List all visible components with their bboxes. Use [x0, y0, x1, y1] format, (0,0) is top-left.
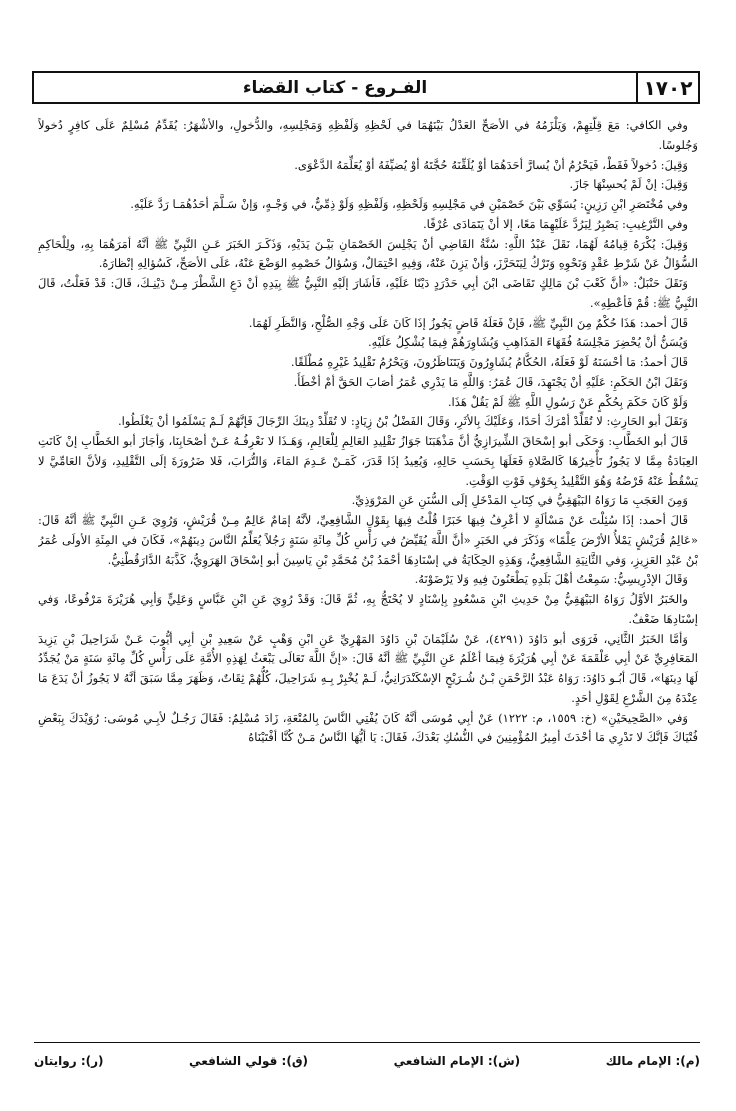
paragraph: وَقِيلَ: إنْ لَمْ يُحسِنْهَا جَازَ.: [569, 177, 688, 192]
paragraph: وفي الكافي: مَعَ قِلَّتِهِمْ، وَيَلْزَمُهُ في الأصَحِّ العَدْلُ بَيْنَهُمَا في لَحْظِهِ وَلَفْظِهِ وَمَجْلِسِهِ، والدُّخولِ، والأشْهَرُ: يُقَدِّمُ مُسْلِمٌ عَلَى كافِرٍ دُخولاً وَجُلوسًا.: [38, 118, 698, 152]
page-number: ١٧٠٢: [636, 73, 698, 102]
running-title: الفـروع - كتاب القضاء: [242, 77, 428, 98]
paragraph: قَالَ أبو الخَطَّابِ: وَحَكَى أبو إسْحَاقَ الشِّيرَازِيُّ أنَّ مَذْهَبَنَا جَوَازُ تَقْلِيدِ العَالِمِ لِلْعَالِمِ، وَهَـذَا لا نَعْرِفُـهُ عَـنْ أصْحَابِنَا، وَأجَازَ أبو الخَطَّابِ إنْ كَانَتِ العِبَادَةُ مِمَّا لا يَجُوزُ تَأْخِيرُهَا كَالصَّلاةِ فَعَلَهَا بِحَسَبِ حَالِهِ، وَيُعِيدُ إذَا قَدَرَ، كَمَـنْ عَـدِمَ المَاءَ، وَالتُّرَابَ، فَلا ضَرُورَةَ إلَى التَّقْلِيدِ، وَلأنَّ العَامِّيَّ لا يَسْقُطُ عَنْهُ فَرْضُهُ وَهُوَ التَّقْلِيدُ بِخَوْفِ فَوْتِ الوَقْتِ.: [38, 434, 698, 488]
paragraph: وَمِنَ العَجَبِ مَا رَوَاهُ البَيْهَقِيُّ في كِتَابِ المَدْخَلِ إلَى السُّنَنِ عَنِ المَرْوَذِيِّ.: [351, 493, 688, 508]
paragraph: وَنَقَلَ أبو الحَارِثِ: لا تُقَلِّدْ أمْرَكَ أحَدًا، وَعَلَيْكَ بِالأثَرِ، وَقَالَ الفَضْلُ بْنُ زِيَادٍ: لا تُقَلِّدْ دِينَكَ الرِّجَالَ فَإنَّهُمْ لَـمْ يَسْلَمُوا أنْ يَغْلَطُوا.: [117, 414, 688, 429]
paragraph: وَنَقَلَ حَنْبَلٌ: «أنَّ كَعْبَ بْنَ مَالِكٍ تَقَاضَى ابْنَ أبِي حَدْرَدٍ دَيْنًا عَلَيْهِ، فَأشَارَ إلَيْهِ النَّبِيُّ ﷺ بِيَدِهِ أنْ دَعِ الشَّطْرَ مِـنْ دَيْنِـكَ، قَالَ: قَدْ فَعَلْتُ، قَالَ النَّبِيُّ ﷺ: قُمْ فَأعْطِهِ».: [38, 276, 698, 310]
paragraph: قَالَ أحمد: إذَا سُئِلْتَ عَنْ مَسْألَةٍ لا أعْرِفُ فِيهَا خَبَرًا قُلْتُ فِيهَا بِقَوْلِ الشَّافِعِيِّ، لأنَّهُ إمَامٌ عَالِمٌ مِـنْ قُرَيْشٍ، وَرُوِيَ عَـنِ النَّبِيِّ ﷺ أنَّهُ قَالَ: «عَالِمُ قُرَيْشٍ يَمْلأُ الأرْضَ عِلْمًا» وَذَكَرَ في الخَبَرِ «أنَّ اللَّهَ يُقَيِّضُ في رَأْسِ كُلِّ مِائَةِ سَنَةٍ رَجُلاً يُعَلِّمُ النَّاسَ دِينَهُمْ»، فَكَانَ في المِئَةِ الأولَى عُمَرُ بْنُ عَبْدِ العَزِيزِ، وَفي الثَّانِيَةِ الشَّافِعِيُّ، وَهَذِهِ الحِكَايَةُ في إسْنَادِهَا أحْمَدُ بْنُ مُحَمَّدِ بْنِ يَاسِينَ أبو إسْحَاقَ الهَرَوِيُّ، كَذَّبَهُ الدَّارَقُطْنِيُّ.: [38, 513, 698, 567]
paragraph: وَقَالَ الإدْرِيسِيُّ: سَمِعْتُ أهْلَ بَلَدِهِ يَطْعَنُونَ فِيهِ وَلا يَرْضَوْنَهُ.: [414, 572, 688, 587]
paragraph: والخَبَرُ الأوَّلُ رَوَاهُ البَيْهَقِيُّ مِنْ حَدِيثِ ابْنِ مَسْعُودٍ بِإسْنَادٍ لا يُحْتَجُّ بِهِ، ثُمَّ قَالَ: وَقَدْ رُوِيَ عَنِ ابْنِ عَبَّاسٍ وَعَلِيٍّ وَأبِي هُرَيْرَةَ مَرْفُوعًا، وَفي إسْنَادِهَا ضَعْفٌ.: [38, 592, 698, 626]
paragraph: وَأمَّا الخَبَرُ الثَّانِي، فَرَوَى أبو دَاوُدَ (٤٢٩١)، عَنْ سُلَيْمَانَ بْنِ دَاوُدَ المَهْرِيِّ عَنِ ابْنِ وَهْبٍ عَنْ سَعِيدِ بْنِ أبِي أيُّوبَ عَـنْ شَرَاحِيلَ بْنِ يَزِيدَ المَعَافِرِيِّ عَنْ أبِي عَلْقَمَةَ عَنْ أبِي هُرَيْرَةَ فِيمَا أعْلَمُ عَنِ النَّبِيِّ ﷺ أنَّهُ قَالَ: «إنَّ اللَّهَ تَعَالَى يَبْعَثُ لِهَذِهِ الأُمَّةِ عَلَى رَأْسِ كُلِّ مِائَةِ سَنَةٍ مَنْ يُجَدِّدُ لَهَا دِينَهَا»، قَالَ أبُـو دَاوُدَ: رَوَاهُ عَبْدُ الرَّحْمَنِ بْـنُ شُـرَيْحٍ الإسْكَنْدَرَانِيُّ، لَـمْ يُخْبِرْ بِـهِ شَرَاحِيلَ، كُلُّهُمْ ثِقَاتٌ، وَظَهَرَ مِمَّا سَبَقَ أنَّهُ لا يَجُوزُ أنْ يَدَعَ مَا عِنْدَهُ مِنَ الشَّرْعِ لِقَوْلِ أحَدٍ.: [38, 631, 698, 705]
paragraph: وفي مُخْتَصَرِ ابْنِ رَزِينٍ: يُسَوِّي بَيْنَ خَصْمَيْنِ في مَجْلِسِهِ وَلَحْظِهِ، وَلَفْظِهِ وَلَوْ ذِمِّيٌّ، في وَجْـهٍ، وَإنْ سَـلَّمَ أحَدُهُمَـا رَدَّ عَلَيْهِ.: [130, 197, 688, 211]
paragraph: قَالَ أحمدُ: مَا أحْسَنَهُ لَوْ فَعَلَهُ، الحُكَّامُ يُشَاوِرُونَ وَيَتَنَاظَرُونَ، وَيَحْرُمُ تَقْلِيدُ غَيْرِهِ مُطْلَقًا.: [290, 355, 688, 369]
body-text: [38, 116, 698, 1036]
paragraph: وَنَقَلَ ابْنُ الحَكَمِ: عَلَيْهِ أنْ يَجْتَهِدَ، قَالَ عُمَرُ: وَاللَّهِ مَا يَدْرِي عُمَرُ أصَابَ الحَقَّ أمْ أخْطَأَ.: [293, 374, 688, 389]
paragraph: وَقِيلَ: يُكْرَهُ قِيامُهُ لَهُمَا، نَقَلَ عَبْدُ اللَّهِ: سُنَّةُ القَاضِي أنْ يَجْلِسَ الخَصْمَانِ بَيْـنَ يَدَيْهِ، وَذَكَـرَ الخَبَرَ عَـنِ النَّبِيِّ ﷺ أنَّهُ أمَرَهُمَا بِهِ، ولِلْحَاكِمِ السُّؤالُ عَنْ شَرْطِ عَقْدٍ وَنَحْوِهِ وَتَرْكُ لِيَتَحَرَّزَ، وَأنْ يَزِنَ عَنْهُ، وَفِيهِ احْتِمَالٌ، وَسُؤالُ خَصْمِهِ الوَضْعَ عَنْهُ، عَلَى الأصَحِّ، كَسُؤالِهِ إنْظارَهُ.: [38, 236, 698, 271]
footer-divider: [34, 1042, 700, 1043]
paragraph: وَفي «الصَّحِيحَيْنِ» (خ: ١٥٥٩، م: ١٢٢٢) عَنْ أبِي مُوسَى أنَّهُ كَانَ يُفْتِي النَّاسَ بِالمُتْعَةِ، زَادَ مُسْلِمٌ: فَقَالَ رَجُـلٌ لأبِـي مُوسَى: رُوَيْدَكَ بِبَعْضِ فُتْيَاكَ فَإنَّكَ لا تَدْرِي مَا أحْدَثَ أمِيرُ المُؤْمِنِينَ في النُّسُكِ بَعْدَكَ، فَقَالَ: يَا أيُّهَا النَّاسُ مَـنْ كُنَّا أفْتَيْنَاهُ: [38, 710, 698, 745]
running-header: [32, 71, 700, 104]
paragraph: وَقِيلَ: دُخولاً فَقَطْ، فَيَحْرُمُ أنْ يُسارَّ أحَدَهُمَا أوْ يُلَقِّنَهُ حُجَّتَهُ أوْ يُضيِّفَهُ أوْ يُعَلِّمَهُ الدَّعْوَى.: [294, 157, 688, 172]
paragraph: وَلَوْ كَانَ حَكَمَ بِحُكْمٍ عَنْ رَسُولِ اللَّهِ ﷺ لَمْ يَقُلْ هَذَا.: [447, 394, 688, 409]
footer-abbrev-sh: (ش): الإمام الشافعي: [393, 1054, 521, 1068]
abbreviations-footer: [34, 1048, 700, 1074]
paragraph: وَيُسَنُّ أنْ يُحْضِرَ مَجْلِسَهُ فُقَهَاءَ المَذَاهِبِ وَيُشَاوِرَهُمْ فِيمَا يُشْكِلُ عَلَيْهِ.: [367, 335, 688, 350]
footer-abbrev-m: (م): الإمام مالك: [605, 1054, 700, 1068]
footer-abbrev-q: (ق): قولي الشافعي: [189, 1054, 309, 1068]
paragraph: وفي التَّرْغِيبِ: يَصْبِرُ لِيَرُدَّ عَلَيْهِمَا مَعًا، إلا أنْ يَتَمَادَى عُرْفًا.: [423, 216, 688, 231]
paragraph: قَالَ أحمد: هَذَا حُكْمٌ مِنَ النَّبِيِّ ﷺ، فَإنْ فَعَلَهُ قَاضٍ يَجُوزُ إذَا كَانَ عَلَى وَجْهِ الصُّلْحِ، وَالنَّظَرِ لَهُمَا.: [248, 315, 688, 330]
footer-abbrev-r: (ر): روايتان: [34, 1054, 104, 1068]
